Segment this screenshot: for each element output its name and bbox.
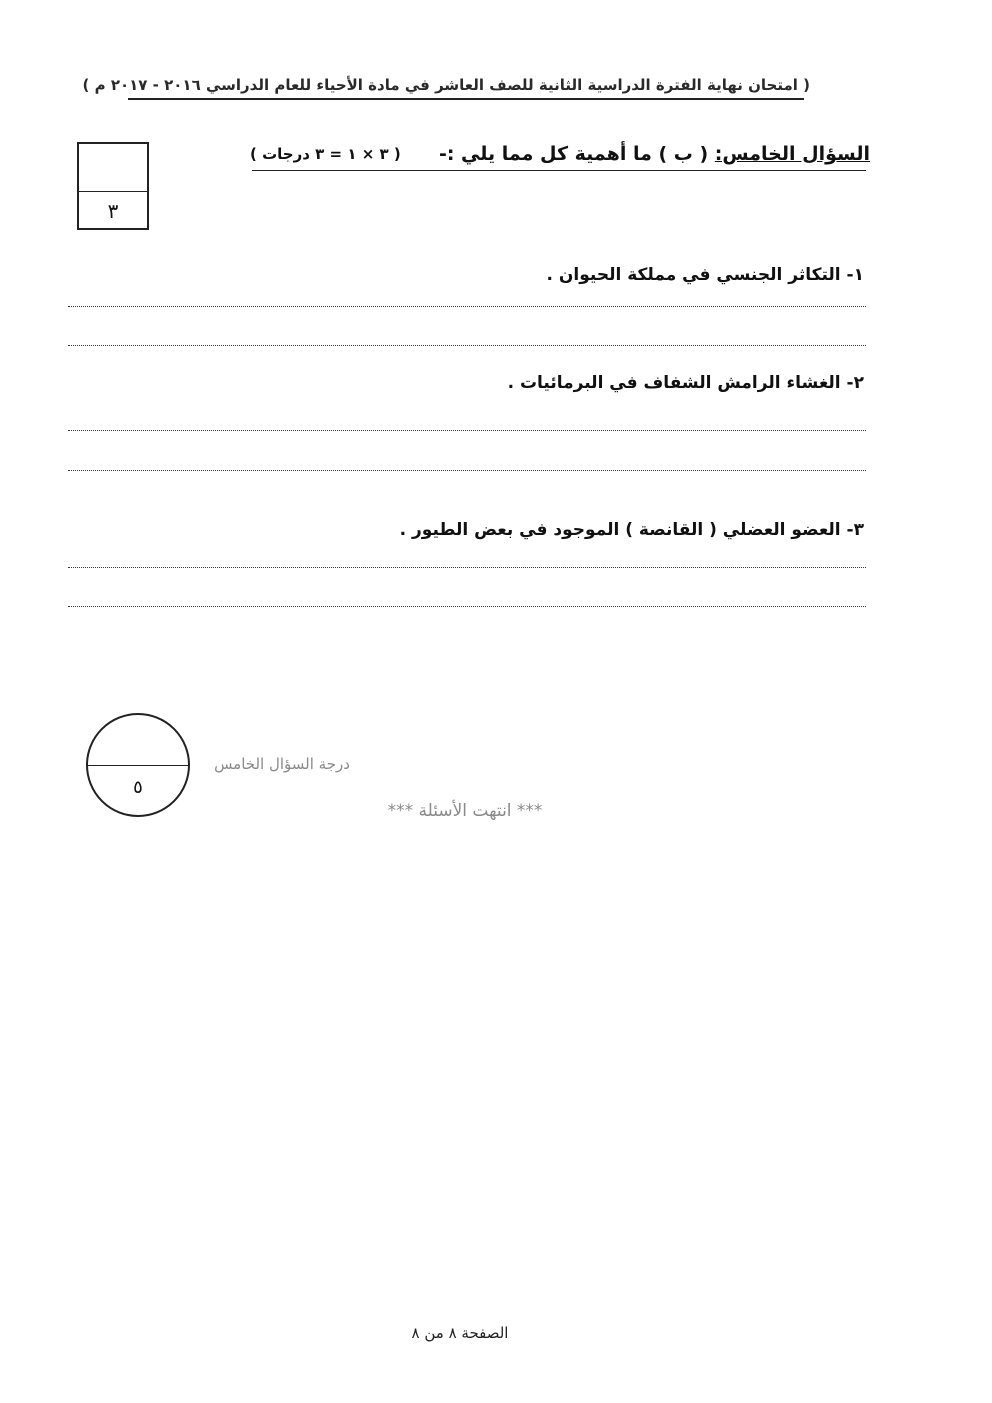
question-part-label: ( ب ) ما أهمية كل مما يلي :- — [438, 143, 709, 165]
question-item-3: ٣- العضو العضلي ( القانصة ) الموجود في بعض الطيور . — [399, 520, 864, 540]
question-marks-note: ( ٣ × ١ = ٣ درجات ) — [250, 145, 401, 163]
total-score-value: ٥ — [133, 777, 143, 798]
heading-underline — [252, 170, 866, 171]
answer-line[interactable] — [68, 606, 866, 607]
question-section-label: السؤال الخامس: — [714, 143, 870, 165]
score-box — [77, 142, 149, 230]
total-circle-divider — [88, 765, 188, 766]
answer-line[interactable] — [68, 430, 866, 431]
answer-line[interactable] — [68, 306, 866, 307]
answer-line[interactable] — [68, 567, 866, 568]
total-score-circle — [86, 713, 190, 817]
score-box-value: ٣ — [107, 199, 119, 223]
answer-line[interactable] — [68, 345, 866, 346]
score-box-divider — [79, 191, 147, 192]
exam-header-title: ( امتحان نهاية الفترة الدراسية الثانية للصف العاشر في مادة الأحياء للعام الدراسي ٢٠١٦ - ٢٠١٧ م ) — [82, 76, 810, 94]
end-of-questions-note: *** انتهت الأسئلة *** — [387, 801, 543, 821]
page-number: الصفحة ٨ من ٨ — [411, 1324, 509, 1342]
answer-line[interactable] — [68, 470, 866, 471]
question-item-1: ١- التكاثر الجنسي في مملكة الحيوان . — [546, 265, 864, 285]
question-heading — [439, 138, 870, 170]
header-underline — [128, 98, 804, 100]
total-score-label: درجة السؤال الخامس — [214, 755, 350, 773]
question-item-2: ٢- الغشاء الرامش الشفاف في البرمائيات . — [507, 373, 864, 393]
